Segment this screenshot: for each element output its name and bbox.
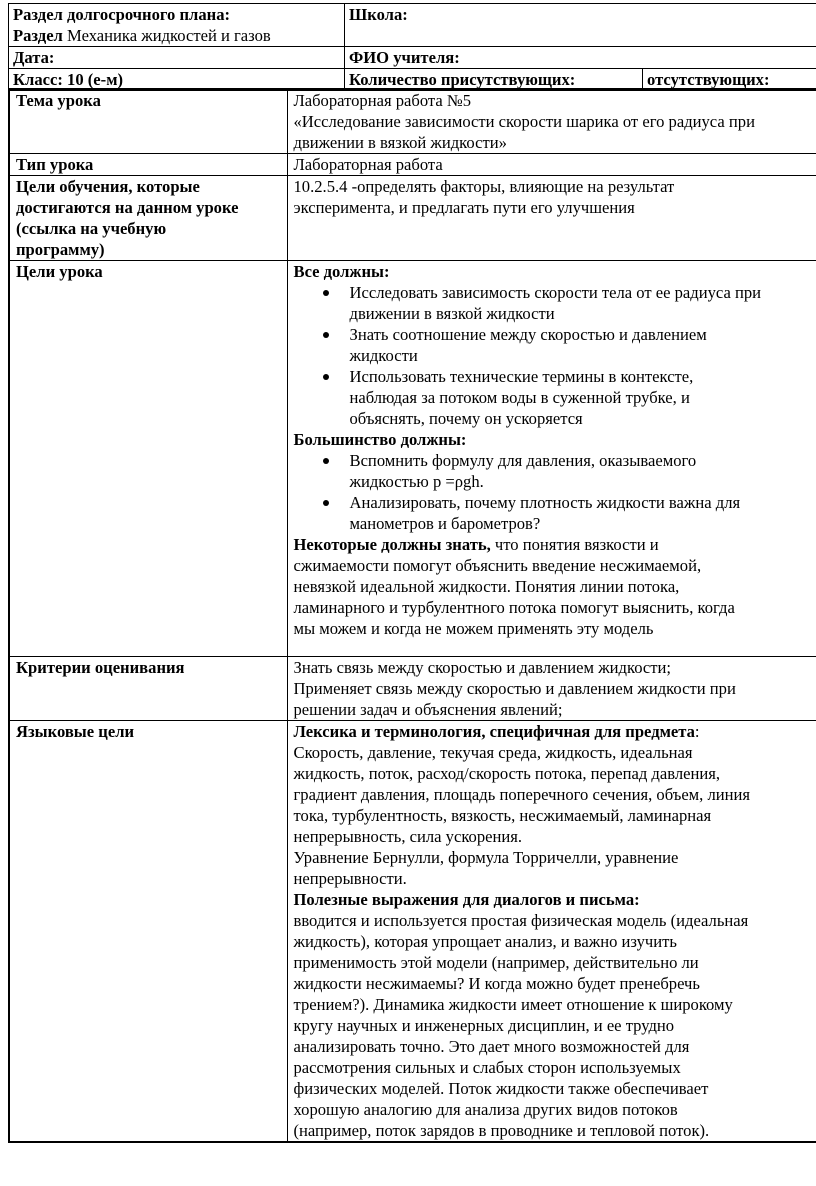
objectives-value-cell (287, 176, 816, 261)
school-label: Школа: (349, 5, 408, 24)
phrases-line: (например, поток зарядов в проводнике и тепловой поток). (293, 1121, 710, 1140)
most-must-list (294, 450, 816, 534)
bullet-icon (323, 332, 329, 338)
list-item-line: жидкостью p =ρgh. (349, 472, 484, 491)
language-label: Языковые цели (16, 722, 135, 741)
criteria-label: Критерии оценивания (16, 658, 185, 677)
phrases-line: вводится и используется простая физическая модель (идеальная (293, 911, 749, 930)
list-item (350, 282, 816, 324)
phrases-line: физических моделей. Поток жидкости также обеспечивает (293, 1079, 709, 1098)
objectives-line-1: 10.2.5.4 -определять факторы, влияющие на результат (293, 177, 675, 196)
language-value-cell (287, 721, 816, 1143)
row-type (9, 154, 816, 176)
row-goals (9, 261, 816, 657)
some-must-line-3: невязкой идеальной жидкости. Понятия линии потока, (293, 577, 680, 596)
phrases-line: анализировать точно. Это дает много возможностей для (293, 1037, 690, 1056)
section-plan-label: Раздел долгосрочного плана: (13, 5, 231, 24)
section-value: Механика жидкостей и газов (67, 26, 271, 45)
some-must-heading: Некоторые должны знать, (293, 535, 491, 554)
goals-label-cell (9, 261, 287, 657)
list-item (350, 366, 816, 429)
phrases-heading: Полезные выражения для диалогов и письма: (293, 890, 640, 909)
bullet-icon (323, 458, 329, 464)
topic-line-2: «Исследование зависимости скорости шарика от его радиуса при (293, 112, 755, 131)
list-item-line: Вспомнить формулу для давления, оказываемого (349, 451, 697, 470)
objectives-line-2: эксперимента, и предлагать пути его улучшения (293, 198, 635, 217)
type-label-cell (9, 154, 287, 176)
objectives-label-line-1: Цели обучения, которые (16, 177, 200, 196)
vocab-line: Скорость, давление, текучая среда, жидкость, идеальная (293, 743, 693, 762)
date-cell (9, 47, 345, 69)
objectives-label-line-4: программу) (16, 240, 105, 259)
topic-label: Тема урока (16, 91, 101, 110)
row-topic (9, 89, 816, 154)
phrases-line: жидкости несжимаемы? И когда можно будет пренебречь (293, 974, 700, 993)
phrases-line: трением?). Динамика жидкости имеет отношение к широкому (293, 995, 733, 1014)
row-criteria (9, 657, 816, 721)
topic-value-cell (287, 89, 816, 154)
header-row-section (9, 4, 816, 47)
criteria-label-cell (9, 657, 287, 721)
vocab-line: тока, турбулентность, вязкость, несжимаемый, ламинарная (293, 806, 712, 825)
criteria-value-cell (287, 657, 816, 721)
list-item-line: Использовать технические термины в контексте, (349, 367, 694, 386)
list-item-line: наблюдая за потоком воды в суженной трубке, и (349, 388, 690, 407)
date-label: Дата: (13, 48, 55, 67)
some-must-text: что понятия вязкости и (490, 535, 659, 554)
row-language (9, 721, 816, 1143)
criteria-line-1: Знать связь между скоростью и давлением жидкости; (293, 658, 672, 677)
list-item-line: Анализировать, почему плотность жидкости важна для (349, 493, 741, 512)
type-value: Лабораторная работа (293, 155, 443, 174)
objectives-label-line-3: (ссылка на учебную (16, 219, 167, 238)
school-cell (345, 4, 816, 47)
vocab-line: градиент давления, площадь поперечного сечения, объем, линия (293, 785, 751, 804)
lesson-plan-table (8, 88, 816, 1143)
type-value-cell (287, 154, 816, 176)
phrases-line: жидкость), которая упрощает анализ, и важно изучить (293, 932, 677, 951)
bullet-icon (323, 500, 329, 506)
some-must-line-1 (294, 534, 816, 555)
criteria-line-3: решении задач и объяснения явлений; (293, 700, 563, 719)
list-item-line: объяснять, почему он ускоряется (349, 409, 583, 428)
criteria-line-2: Применяет связь между скоростью и давлением жидкости при (293, 679, 736, 698)
list-item (350, 324, 816, 366)
some-must-line-2: сжимаемости помогут объяснить введение несжимаемой, (293, 556, 702, 575)
list-item-line: жидкости (349, 346, 418, 365)
bullet-icon (323, 290, 329, 296)
section-label: Раздел (13, 26, 63, 45)
some-must-line-4: ламинарного и турбулентного потока помогут выяснить, когда (293, 598, 735, 617)
row-objectives (9, 176, 816, 261)
type-label: Тип урока (16, 155, 94, 174)
phrases-line: хорошую аналогию для анализа других видов потоков (293, 1100, 678, 1119)
most-must-heading: Большинство должны: (293, 430, 467, 449)
list-item-line: Исследовать зависимость скорости тела от ее радиуса при (349, 283, 762, 302)
goals-label: Цели урока (16, 262, 103, 281)
phrases-line: кругу научных и инженерных дисциплин, и ее трудно (293, 1016, 675, 1035)
list-item-line: движении в вязкой жидкости (349, 304, 555, 323)
topic-label-cell (9, 89, 287, 154)
vocab-heading: Лексика и терминология, специфичная для предмета (293, 722, 695, 741)
teacher-label: ФИО учителя: (349, 48, 460, 67)
vocab-heading-colon: : (694, 722, 700, 741)
bullet-icon (323, 374, 329, 380)
vocab-line: Уравнение Бернулли, формула Торричелли, уравнение (293, 848, 679, 867)
all-must-list (294, 282, 816, 429)
some-must-line-5: мы можем и когда не можем применять эту модель (293, 619, 654, 638)
list-item (350, 450, 816, 492)
phrases-line: применимость этой модели (например, действительно ли (293, 953, 699, 972)
vocab-line: жидкость, поток, расход/скорость потока, перепад давления, (293, 764, 721, 783)
vocab-heading-line (294, 721, 816, 742)
vocab-line: непрерывность, сила ускорения. (293, 827, 523, 846)
vocab-line: непрерывности. (293, 869, 407, 888)
phrases-line: рассмотрения сильных и слабых сторон используемых (293, 1058, 681, 1077)
all-must-heading: Все должны: (293, 262, 390, 281)
topic-line-1: Лабораторная работа №5 (293, 91, 472, 110)
teacher-cell (345, 47, 816, 69)
class-label: Класс: 10 (е-м) (13, 70, 124, 89)
list-item-line: Знать соотношение между скоростью и давлением (349, 325, 707, 344)
present-label: Количество присутствующих: (349, 70, 576, 89)
topic-line-3: движении в вязкой жидкости» (293, 133, 507, 152)
header-row-date (9, 47, 816, 69)
absent-label: отсутствующих: (647, 70, 770, 89)
list-item-line: манометров и барометров? (349, 514, 541, 533)
objectives-label-cell (9, 176, 287, 261)
list-item (350, 492, 816, 534)
section-cell (9, 4, 345, 47)
header-table (8, 3, 816, 91)
objectives-label-line-2: достигаются на данном уроке (16, 198, 239, 217)
goals-value-cell (287, 261, 816, 657)
language-label-cell (9, 721, 287, 1143)
